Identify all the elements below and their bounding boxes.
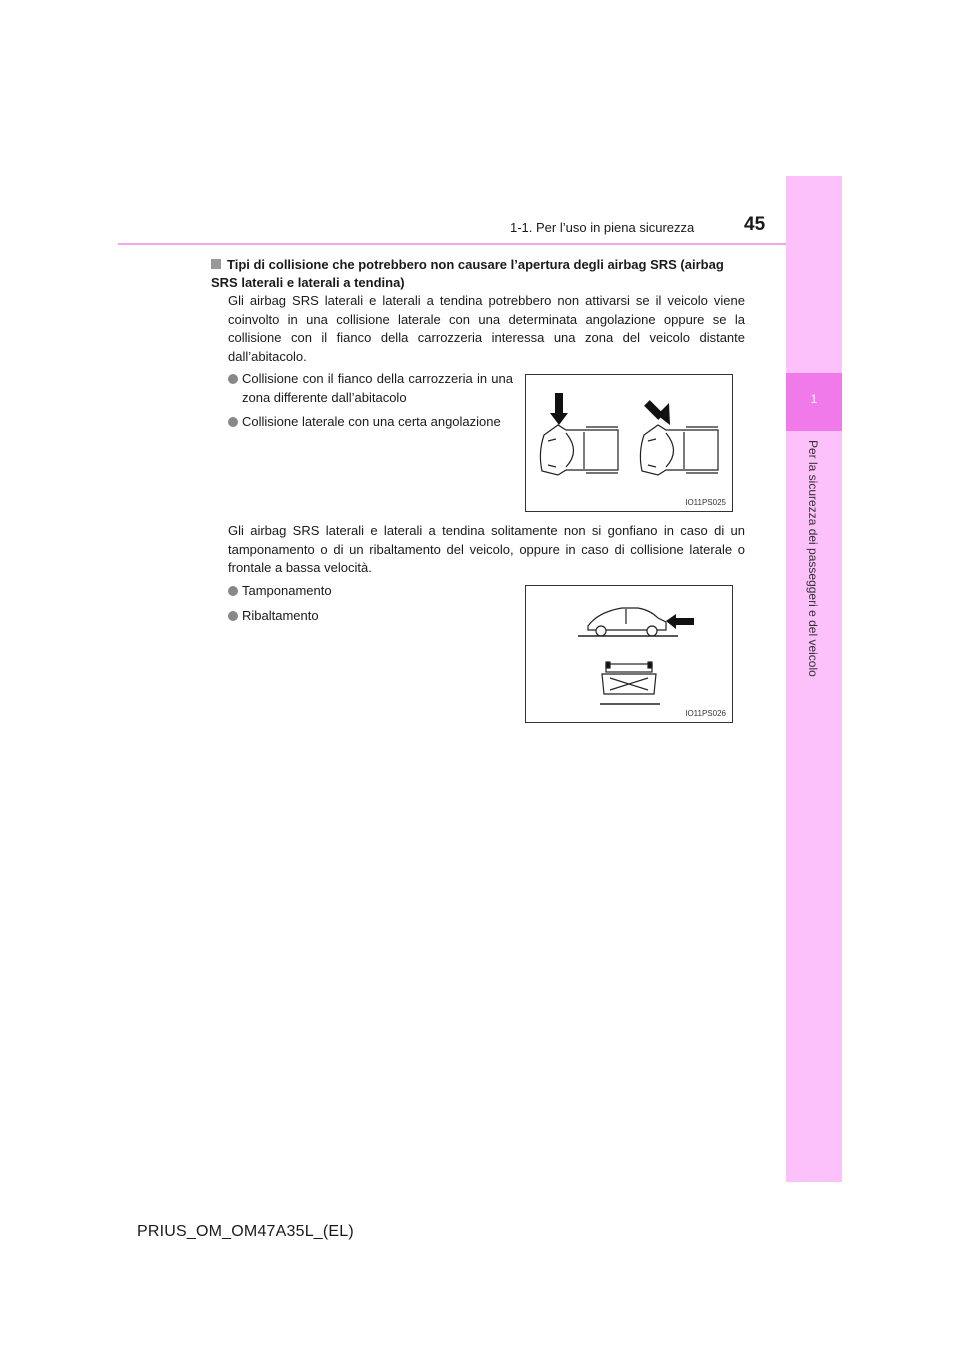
bullet-dot-icon [228, 417, 238, 427]
figure-code: IO11PS026 [685, 709, 726, 718]
list-item: Collisione con il fianco della carrozzeria in una zona differente dall’abitacolo [228, 370, 513, 407]
page-number: 45 [744, 214, 766, 235]
figure-side-collision [525, 374, 733, 512]
bullet-dot-icon [228, 374, 238, 384]
bullet-dot-icon [228, 586, 238, 596]
list-item: Collisione laterale con una certa angolazione [228, 413, 513, 432]
heading-text: Tipi di collisione che potrebbero non causare l’apertura degli airbag SRS (airbag SRS laterali e laterali a tendina) [211, 257, 724, 290]
overturned-car-icon [602, 662, 656, 694]
list-item: Tamponamento [228, 582, 513, 601]
side-collision-illustration [526, 375, 732, 511]
section-title: 1-1. Per l’uso in piena sicurezza [510, 220, 695, 235]
subsection-heading [211, 256, 751, 292]
list-item: Ribaltamento [228, 607, 513, 626]
angled-impact-arrow-icon [644, 400, 670, 425]
car-side-view-icon [588, 608, 666, 636]
paragraph-no-inflate: Gli airbag SRS laterali e laterali a tendina solitamente non si gonfiano in caso di un tamponamento o di un ribaltamento del veicolo, oppure in caso di collisione laterale o frontale a bassa velocità. [228, 523, 745, 575]
car-top-view-icon [540, 425, 618, 475]
footer-document-code: PRIUS_OM_OM47A35L_(EL) [137, 1223, 354, 1240]
bullet-list-2 [228, 582, 513, 631]
chapter-number: 1 [810, 392, 818, 406]
figure-rear-rollover [525, 585, 733, 723]
bullet-dot-icon [228, 611, 238, 621]
square-bullet-icon [211, 259, 221, 269]
header-rule [118, 243, 842, 245]
rear-and-rollover-illustration [526, 586, 732, 722]
bullet-list-1 [228, 370, 513, 438]
paragraph-intro: Gli airbag SRS laterali e laterali a tendina potrebbero non attivarsi se il veicolo viene coinvolto in una collisione laterale con una determinata angolazione oppure se la collisione con il fianco della carrozzeria interessa una zona del veicolo distante dall’abitacolo. [228, 293, 745, 364]
impact-arrow-icon [550, 393, 568, 425]
figure-code: IO11PS025 [685, 498, 726, 507]
side-tab-label: Per la sicurezza dei passeggeri e del veicolo [806, 440, 820, 677]
rear-impact-arrow-icon [666, 614, 694, 629]
car-top-view-icon [640, 425, 718, 475]
side-tab [786, 176, 842, 1182]
